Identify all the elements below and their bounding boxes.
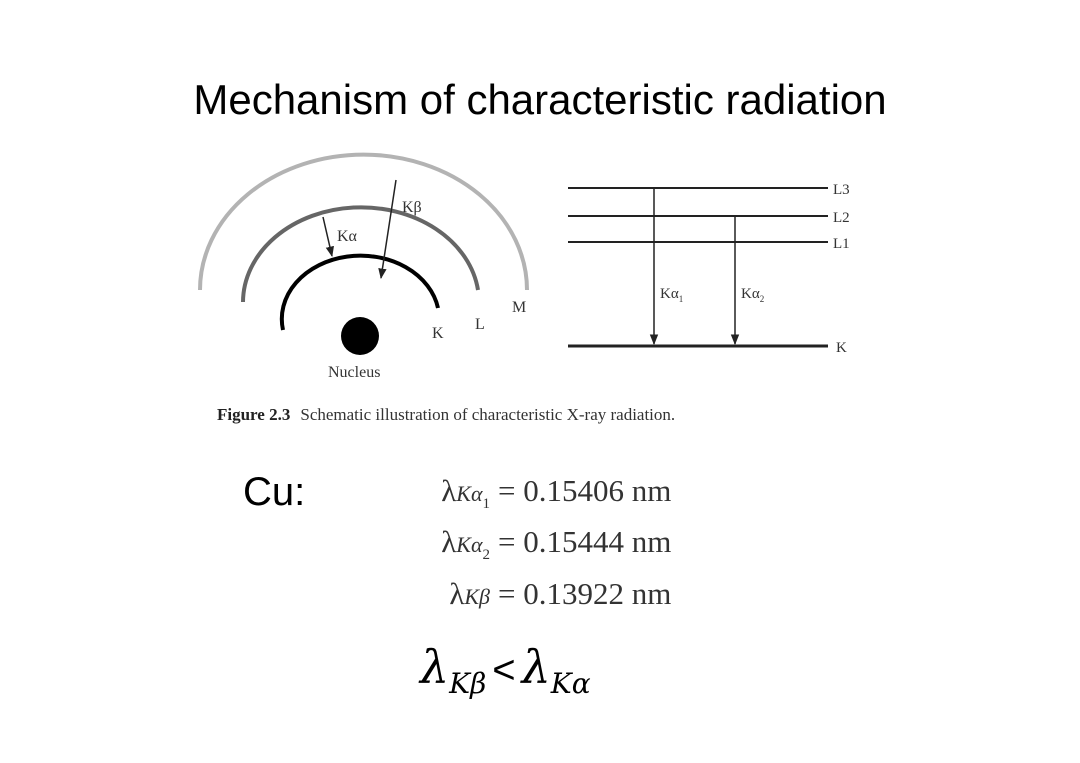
element-label: Cu: bbox=[243, 470, 306, 514]
shell-k-label: K bbox=[432, 325, 444, 342]
slide-title: Mechanism of characteristic radiation bbox=[193, 76, 887, 123]
level-l1-label: L1 bbox=[833, 236, 850, 252]
k-alpha2-label: $K\alpha_2$ bbox=[741, 286, 765, 304]
equation-k-alpha1: λKα$_1$ = 0.15406 nm bbox=[441, 473, 672, 513]
nucleus-circle bbox=[341, 317, 379, 355]
atom-shell-diagram bbox=[200, 155, 527, 381]
equation-k-alpha2: λKα$_2$ = 0.15444 nm bbox=[441, 524, 672, 564]
level-l2-label: L2 bbox=[833, 210, 850, 226]
level-k-label: K bbox=[836, 340, 847, 356]
k-beta-label: Kβ bbox=[402, 199, 422, 216]
level-l3-label: L3 bbox=[833, 182, 850, 198]
wavelength-inequality: $\lambda_{K\beta} < \lambda_{K\alpha}$ bbox=[420, 640, 591, 701]
shell-m-label: M bbox=[512, 299, 527, 316]
energy-level-diagram bbox=[568, 182, 850, 356]
k-alpha1-label: $K\alpha_1$ bbox=[660, 286, 684, 304]
shell-l-label: L bbox=[475, 316, 485, 333]
nucleus-label: Nucleus bbox=[328, 364, 381, 381]
equation-k-beta: λKβ = 0.13922 nm bbox=[449, 576, 672, 611]
figure-caption bbox=[217, 405, 675, 425]
figure-caption-text: Schematic illustration of characteristic X-ray radiation. bbox=[300, 405, 676, 424]
figure-number: Figure 2.3 bbox=[217, 405, 291, 424]
k-alpha-arrow bbox=[323, 217, 332, 256]
k-alpha-label: Kα bbox=[337, 228, 357, 245]
